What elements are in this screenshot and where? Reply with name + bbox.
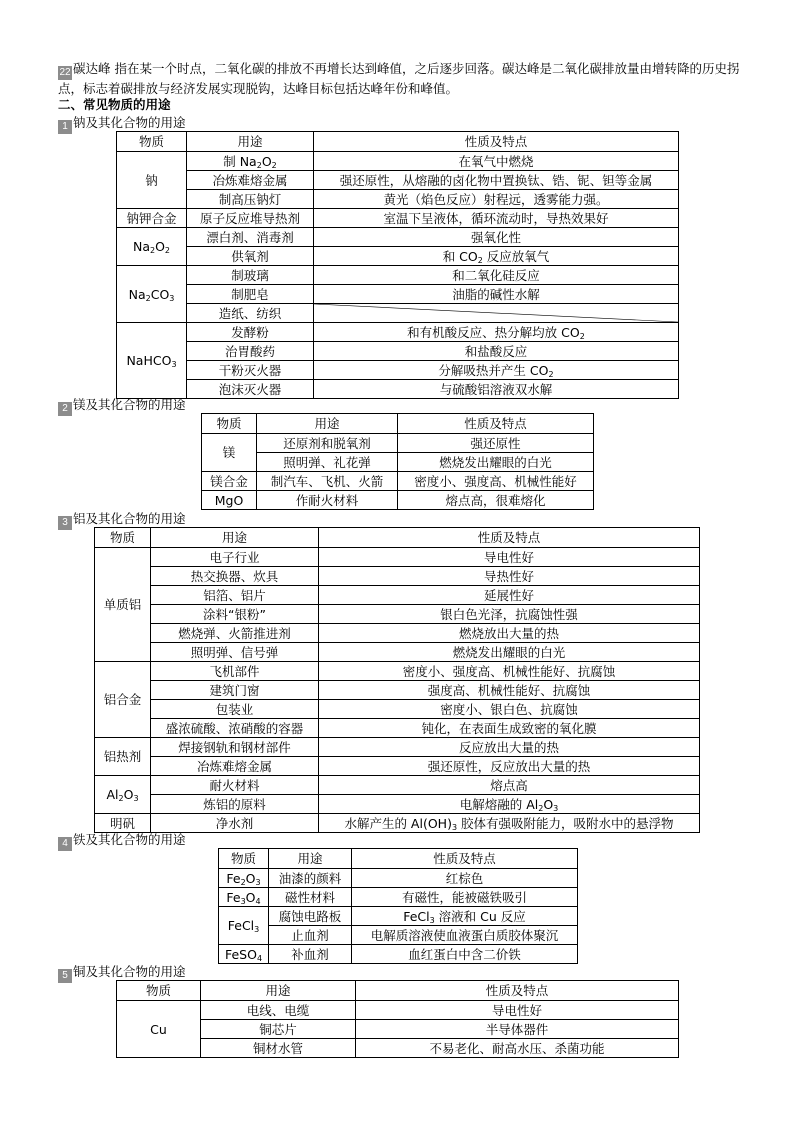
copper-title: 5 铜及其化合物的用途 xyxy=(58,963,186,983)
substance-cell: Cu xyxy=(117,1001,201,1058)
property-cell: 在氧气中燃烧 xyxy=(314,152,679,171)
header-use: 用途 xyxy=(187,132,314,152)
property-cell: 和 $CO_2$ 反应放氧气 xyxy=(314,247,679,266)
iron-title: 4 铁及其化合物的用途 xyxy=(58,831,186,851)
use-cell: 还原剂和脱氧剂 xyxy=(257,434,398,453)
section-title: 二、常见物质的用途 xyxy=(58,97,171,112)
property-cell: 银白色光泽，抗腐蚀性强 xyxy=(319,605,700,624)
property-cell: 强还原性，反应放出大量的热 xyxy=(319,757,700,776)
substance-cell: 钠钾合金 xyxy=(117,209,187,228)
item-number-badge: 5 xyxy=(58,969,72,983)
header-property: 性质及特点 xyxy=(352,849,578,869)
header-substance: 物质 xyxy=(117,981,201,1001)
intro-paragraph xyxy=(58,60,748,97)
item-number-badge: 3 xyxy=(58,516,72,530)
property-cell: 密度小、强度高、机械性能好 xyxy=(398,472,594,491)
use-cell: 制玻璃 xyxy=(187,266,314,285)
substance-cell: 钠 xyxy=(117,152,187,209)
property-cell: 不易老化、耐高水压、杀菌功能 xyxy=(356,1039,679,1058)
substance-cell: FeCl$_3$ xyxy=(219,907,269,945)
use-cell: 制高压钠灯 xyxy=(187,190,314,209)
use-cell: 供氧剂 xyxy=(187,247,314,266)
property-cell: 强还原性 xyxy=(398,434,594,453)
aluminum-table xyxy=(94,527,700,833)
property-cell: 水解产生的 $Al(OH)_3$ 胶体有强吸附能力，吸附水中的悬浮物 xyxy=(319,814,700,833)
property-cell: 延展性好 xyxy=(319,586,700,605)
substance-cell: 镁合金 xyxy=(202,472,257,491)
property-cell: 密度小、银白色、抗腐蚀 xyxy=(319,700,700,719)
substance-cell: 明矾 xyxy=(95,814,151,833)
property-cell: FeCl$_3$ 溶液和 Cu 反应 xyxy=(352,907,578,926)
magnesium-table xyxy=(201,413,594,510)
property-cell: 密度小、强度高、机械性能好、抗腐蚀 xyxy=(319,662,700,681)
header-use: 用途 xyxy=(257,414,398,434)
use-cell: 照明弹、信号弹 xyxy=(151,643,319,662)
use-cell: 飞机部件 xyxy=(151,662,319,681)
use-cell: 建筑门窗 xyxy=(151,681,319,700)
header-substance: 物质 xyxy=(202,414,257,434)
use-cell: 燃烧弹、火箭推进剂 xyxy=(151,624,319,643)
substance-cell: $Fe_3O_4$ xyxy=(219,888,269,907)
header-use: 用途 xyxy=(201,981,356,1001)
use-cell: 冶炼难熔金属 xyxy=(151,757,319,776)
header-property: 性质及特点 xyxy=(319,528,700,548)
header-use: 用途 xyxy=(269,849,352,869)
header-substance: 物质 xyxy=(117,132,187,152)
substance-cell: 单质铝 xyxy=(95,548,151,662)
use-cell: 炼铝的原料 xyxy=(151,795,319,814)
use-cell: 电线、电缆 xyxy=(201,1001,356,1020)
use-cell: 制汽车、飞机、火箭 xyxy=(257,472,398,491)
use-cell: 油漆的颜料 xyxy=(269,869,352,888)
sodium-title: 1 钠及其化合物的用途 xyxy=(58,114,186,134)
property-cell: 燃烧发出耀眼的白光 xyxy=(398,453,594,472)
property-cell: 分解吸热并产生 $CO_2$ xyxy=(314,361,679,380)
copper-table xyxy=(116,980,679,1058)
use-cell: 止血剂 xyxy=(269,926,352,945)
property-cell: 强度高、机械性能好、抗腐蚀 xyxy=(319,681,700,700)
substance-cell: 铝合金 xyxy=(95,662,151,738)
item-number-badge: 1 xyxy=(58,120,72,134)
use-cell: 包装业 xyxy=(151,700,319,719)
property-cell: 强还原性，从熔融的卤化物中置换钛、锆、铌、钽等金属 xyxy=(314,171,679,190)
use-cell: 制肥皂 xyxy=(187,285,314,304)
use-cell: 治胃酸药 xyxy=(187,342,314,361)
property-cell: 导热性好 xyxy=(319,567,700,586)
use-cell: 造纸、纺织 xyxy=(187,304,314,323)
item-number-badge: 4 xyxy=(58,837,72,851)
substance-cell: $Al_2O_3$ xyxy=(95,776,151,814)
property-cell: 室温下呈液体，循环流动时，导热效果好 xyxy=(314,209,679,228)
use-cell: 焊接钢轨和钢材部件 xyxy=(151,738,319,757)
substance-cell: $Fe_2O_3$ xyxy=(219,869,269,888)
use-cell: 电子行业 xyxy=(151,548,319,567)
use-cell: 铝箔、铝片 xyxy=(151,586,319,605)
property-cell: 与硫酸铝溶液双水解 xyxy=(314,380,679,399)
property-cell: 强氧化性 xyxy=(314,228,679,247)
property-cell: 半导体器件 xyxy=(356,1020,679,1039)
use-cell: 泡沫灭火器 xyxy=(187,380,314,399)
iron-table xyxy=(218,848,578,964)
property-cell: 有磁性，能被磁铁吸引 xyxy=(352,888,578,907)
property-cell: 熔点高 xyxy=(319,776,700,795)
property-cell: 电解熔融的 $Al_2O_3$ xyxy=(319,795,700,814)
magnesium-title: 2 镁及其化合物的用途 xyxy=(58,396,186,416)
sodium-table xyxy=(116,131,679,399)
use-cell: 照明弹、礼花弹 xyxy=(257,453,398,472)
use-cell: 磁性材料 xyxy=(269,888,352,907)
property-cell: 导电性好 xyxy=(319,548,700,567)
intro-term: 碳达峰 xyxy=(73,61,111,76)
header-property: 性质及特点 xyxy=(398,414,594,434)
use-cell: 发酵粉 xyxy=(187,323,314,342)
substance-cell: $Na_2O_2$ xyxy=(117,228,187,266)
header-use: 用途 xyxy=(151,528,319,548)
empty-diagonal-cell xyxy=(314,304,679,323)
property-cell: 燃烧发出耀眼的白光 xyxy=(319,643,700,662)
use-cell: 热交换器、炊具 xyxy=(151,567,319,586)
substance-cell: NaHCO$_3$ xyxy=(117,323,187,399)
use-cell: 干粉灭火器 xyxy=(187,361,314,380)
property-cell: 电解质溶液使血液蛋白质胶体聚沉 xyxy=(352,926,578,945)
property-cell: 红棕色 xyxy=(352,869,578,888)
use-cell: 原子反应堆导热剂 xyxy=(187,209,314,228)
header-property: 性质及特点 xyxy=(356,981,679,1001)
item-number-badge: 22 xyxy=(59,67,71,78)
use-cell: 作耐火材料 xyxy=(257,491,398,510)
property-cell: 和有机酸反应、热分解均放 $CO_2$ xyxy=(314,323,679,342)
use-cell: 腐蚀电路板 xyxy=(269,907,352,926)
item-number-badge: 2 xyxy=(58,402,72,416)
use-cell: 铜材水管 xyxy=(201,1039,356,1058)
use-cell: 制 $Na_2O_2$ xyxy=(187,152,314,171)
property-cell: 反应放出大量的热 xyxy=(319,738,700,757)
use-cell: 净水剂 xyxy=(151,814,319,833)
use-cell: 盛浓硫酸、浓硝酸的容器 xyxy=(151,719,319,738)
substance-cell: MgO xyxy=(202,491,257,510)
use-cell: 漂白剂、消毒剂 xyxy=(187,228,314,247)
property-cell: 熔点高，很难熔化 xyxy=(398,491,594,510)
substance-cell: FeSO$_4$ xyxy=(219,945,269,964)
use-cell: 冶炼难熔金属 xyxy=(187,171,314,190)
header-property: 性质及特点 xyxy=(314,132,679,152)
header-substance: 物质 xyxy=(219,849,269,869)
use-cell: 补血剂 xyxy=(269,945,352,964)
intro-text: 指在某一个时点，二氧化碳的排放不再增长达到峰值，之后逐步回落。碳达峰是二氧化碳排放量由增转降的历史拐点，标志着碳排放与经济发展实现脱钩，达峰目标包括达峰年份和峰值。 xyxy=(58,61,740,96)
property-cell: 钝化，在表面生成致密的氧化膜 xyxy=(319,719,700,738)
property-cell: 黄光（焰色反应）射程远，透雾能力强。 xyxy=(314,190,679,209)
aluminum-title: 3 铝及其化合物的用途 xyxy=(58,510,186,530)
use-cell: 涂料“银粉” xyxy=(151,605,319,624)
property-cell: 和二氧化硅反应 xyxy=(314,266,679,285)
substance-cell: 铝热剂 xyxy=(95,738,151,776)
property-cell: 油脂的碱性水解 xyxy=(314,285,679,304)
use-cell: 铜芯片 xyxy=(201,1020,356,1039)
property-cell: 血红蛋白中含二价铁 xyxy=(352,945,578,964)
property-cell: 燃烧放出大量的热 xyxy=(319,624,700,643)
header-substance: 物质 xyxy=(95,528,151,548)
property-cell: 和盐酸反应 xyxy=(314,342,679,361)
substance-cell: $Na_2CO_3$ xyxy=(117,266,187,323)
property-cell: 导电性好 xyxy=(356,1001,679,1020)
substance-cell: 镁 xyxy=(202,434,257,472)
use-cell: 耐火材料 xyxy=(151,776,319,795)
